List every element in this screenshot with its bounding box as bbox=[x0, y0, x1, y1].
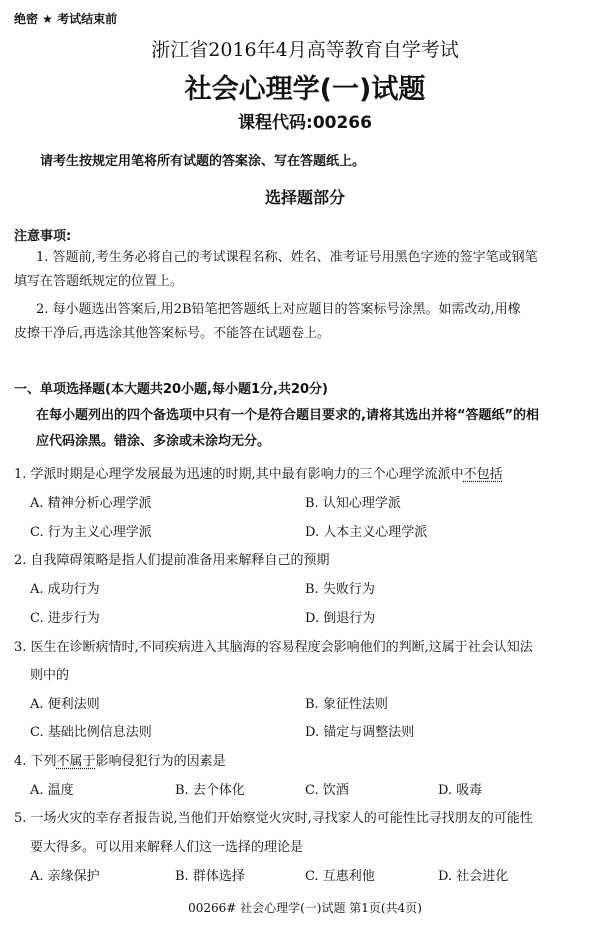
note-line: 1. 答题前,考生务必将自己的考试课程名称、姓名、准考证号用黑色字迹的签字笔或钢笔 bbox=[36, 250, 538, 265]
course-code: 课程代码:00266 bbox=[238, 113, 372, 133]
option-b: B. 去个体化 bbox=[175, 783, 245, 798]
option-d: D. 吸毒 bbox=[438, 783, 483, 798]
section-description: 应代码涂黑。错涂、多涂或未涂均无分。 bbox=[36, 434, 271, 449]
stem-text: 4. 下列 bbox=[14, 754, 57, 769]
question-stem bbox=[14, 463, 503, 482]
option-c: C. 互惠利他 bbox=[305, 869, 375, 884]
stem-text: 影响侵犯行为的因素是 bbox=[95, 754, 226, 769]
note-line: 填写在答题纸规定的位置上。 bbox=[14, 274, 184, 289]
note-line: 2. 每小题选出答案后,用2B铅笔把答题纸上对应题目的答案标号涂黑。如需改动,用橡 bbox=[36, 302, 521, 317]
option-b: B. 象征性法则 bbox=[305, 697, 388, 712]
option-a: A. 成功行为 bbox=[30, 582, 100, 597]
answer-instruction: 请考生按规定用笔将所有试题的答案涂、写在答题纸上。 bbox=[40, 154, 366, 169]
emphasis-text: 不属于 bbox=[56, 754, 96, 769]
option-d: D. 社会进化 bbox=[438, 869, 509, 884]
option-d: D. 锚定与调整法则 bbox=[305, 725, 415, 740]
option-a: A. 便利法则 bbox=[30, 697, 100, 712]
option-a: A. 亲缘保护 bbox=[30, 869, 100, 884]
option-d: D. 倒退行为 bbox=[305, 611, 376, 626]
option-b: B. 失败行为 bbox=[305, 582, 375, 597]
option-c: C. 饮酒 bbox=[305, 783, 349, 798]
page-footer: 00266# 社会心理学(一)试题 第1页(共4页) bbox=[188, 901, 422, 915]
option-c: C. 进步行为 bbox=[30, 611, 100, 626]
part-title: 选择题部分 bbox=[264, 188, 345, 207]
exam-name: 浙江省2016年4月高等教育自学考试 bbox=[151, 39, 459, 61]
question-stem-cont: 则中的 bbox=[30, 668, 70, 683]
emphasis-text: 不包括 bbox=[463, 467, 503, 482]
question-stem-cont: 要大得多。可以用来解释人们这一选择的理论是 bbox=[30, 840, 304, 855]
option-c: C. 行为主义心理学派 bbox=[30, 525, 152, 540]
option-c: C. 基础比例信息法则 bbox=[30, 725, 152, 740]
question-stem: 3. 医生在诊断病情时,不同疾病进入其脑海的容易程度会影响他们的判断,这属于社会认知法 bbox=[14, 640, 533, 655]
question-stem: 5. 一场火灾的幸存者报告说,当他们开始察觉火灾时,寻找家人的可能性比寻找朋友的可能性 bbox=[14, 811, 533, 826]
option-b: B. 认知心理学派 bbox=[305, 496, 401, 511]
note-line: 皮擦干净后,再选涂其他答案标号。不能答在试题卷上。 bbox=[14, 326, 331, 341]
question-stem bbox=[14, 750, 226, 769]
option-d: D. 人本主义心理学派 bbox=[305, 525, 428, 540]
question-stem: 2. 自我障碍策略是指人们提前准备用来解释自己的预期 bbox=[14, 553, 330, 568]
confidential-mark: 绝密 ★ 考试结束前 bbox=[14, 12, 118, 26]
stem-text: 1. 学派时期是心理学发展最为迅速的时期,其中最有影响力的三个心理学流派中 bbox=[14, 467, 464, 482]
option-a: A. 精神分析心理学派 bbox=[30, 496, 152, 511]
section-description: 在每小题列出的四个备选项中只有一个是符合题目要求的,请将其选出并将“答题纸”的相 bbox=[36, 408, 540, 423]
option-b: B. 群体选择 bbox=[175, 869, 245, 884]
section-title: 一、单项选择题(本大题共20小题,每小题1分,共20分) bbox=[14, 382, 328, 397]
paper-title: 社会心理学(一)试题 bbox=[184, 74, 426, 105]
option-a: A. 温度 bbox=[30, 783, 74, 798]
notes-heading: 注意事项: bbox=[14, 229, 72, 244]
